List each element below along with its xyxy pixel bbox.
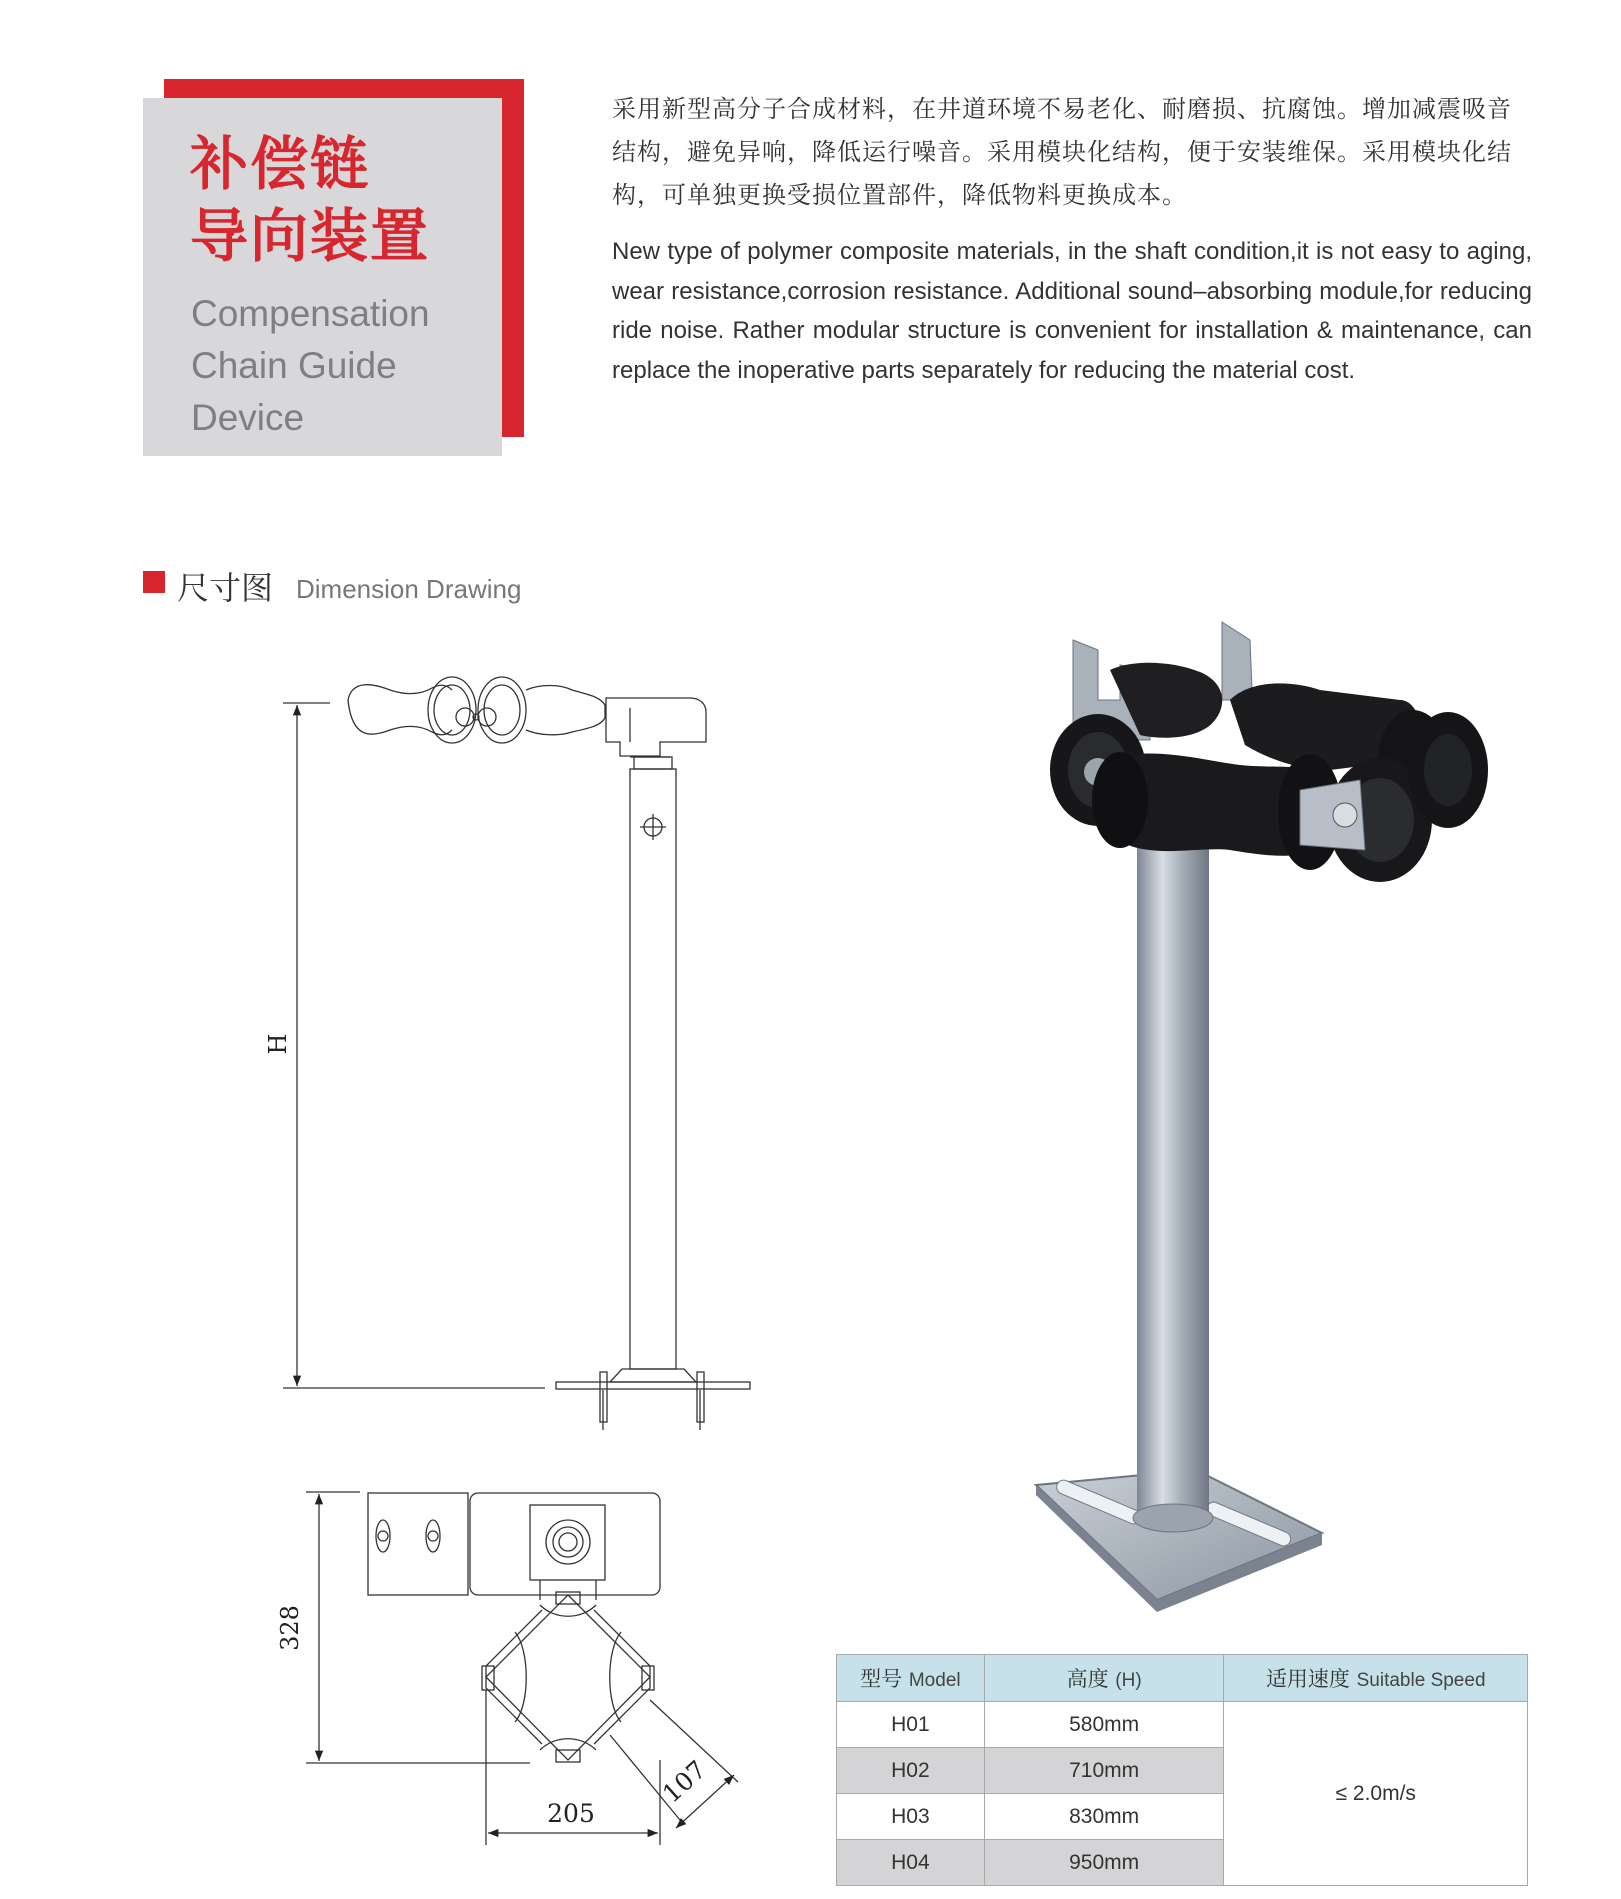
cell-model: H03 xyxy=(837,1794,985,1840)
header-height: 高度 (H) xyxy=(984,1655,1224,1702)
cell-height: 580mm xyxy=(984,1702,1224,1748)
cell-model: H02 xyxy=(837,1748,985,1794)
title-cn-line2: 导向装置 xyxy=(190,202,431,270)
table-header-row xyxy=(837,1655,1528,1702)
height-dimension-label: H xyxy=(264,1033,292,1055)
title-en-line2: Chain Guide xyxy=(191,345,397,386)
cell-speed: ≤ 2.0m/s xyxy=(1224,1702,1528,1886)
depth-dimension-label: 328 xyxy=(276,1605,304,1651)
title-en-line1: Compensation xyxy=(191,293,430,334)
cell-model: H04 xyxy=(837,1840,985,1886)
spec-table xyxy=(836,1654,1528,1886)
cell-height: 950mm xyxy=(984,1840,1224,1886)
title-en-line3: Device xyxy=(191,397,305,438)
cell-height: 710mm xyxy=(984,1748,1224,1794)
header-speed: 适用速度 Suitable Speed xyxy=(1224,1655,1528,1702)
section-title-cn: 尺寸图 xyxy=(177,569,274,607)
header-model: 型号 Model xyxy=(837,1655,985,1702)
cell-height: 830mm xyxy=(984,1794,1224,1840)
side-view xyxy=(283,677,750,1430)
width-dimension-label: 205 xyxy=(547,1799,595,1828)
diagonal-dimension-label: 107 xyxy=(656,1754,712,1809)
title-cn-line1: 补偿链 xyxy=(190,130,371,198)
table-row xyxy=(837,1702,1528,1748)
intro-english: New type of polymer composite materials, in the shaft condition,it is not easy to aging, wear resistance,corrosion resistance. Additional sound–absorbing module,for reducing ride noise. Rather modular structure is convenient for installation & maintenance, can replace the inoperative parts separately for reducing the material cost. xyxy=(612,238,1532,384)
cell-model: H01 xyxy=(837,1702,985,1748)
intro-chinese: 采用新型高分子合成材料，在井道环境不易老化、耐磨损、抗腐蚀。增加减震吸音结构，避免异响，降低运行噪音。采用模块化结构，便于安装维保。采用模块化结构，可单独更换受损位置部件，降低物料更换成本。 xyxy=(612,95,1512,209)
section-title-en: Dimension Drawing xyxy=(296,574,522,604)
product-image xyxy=(1036,622,1488,1612)
